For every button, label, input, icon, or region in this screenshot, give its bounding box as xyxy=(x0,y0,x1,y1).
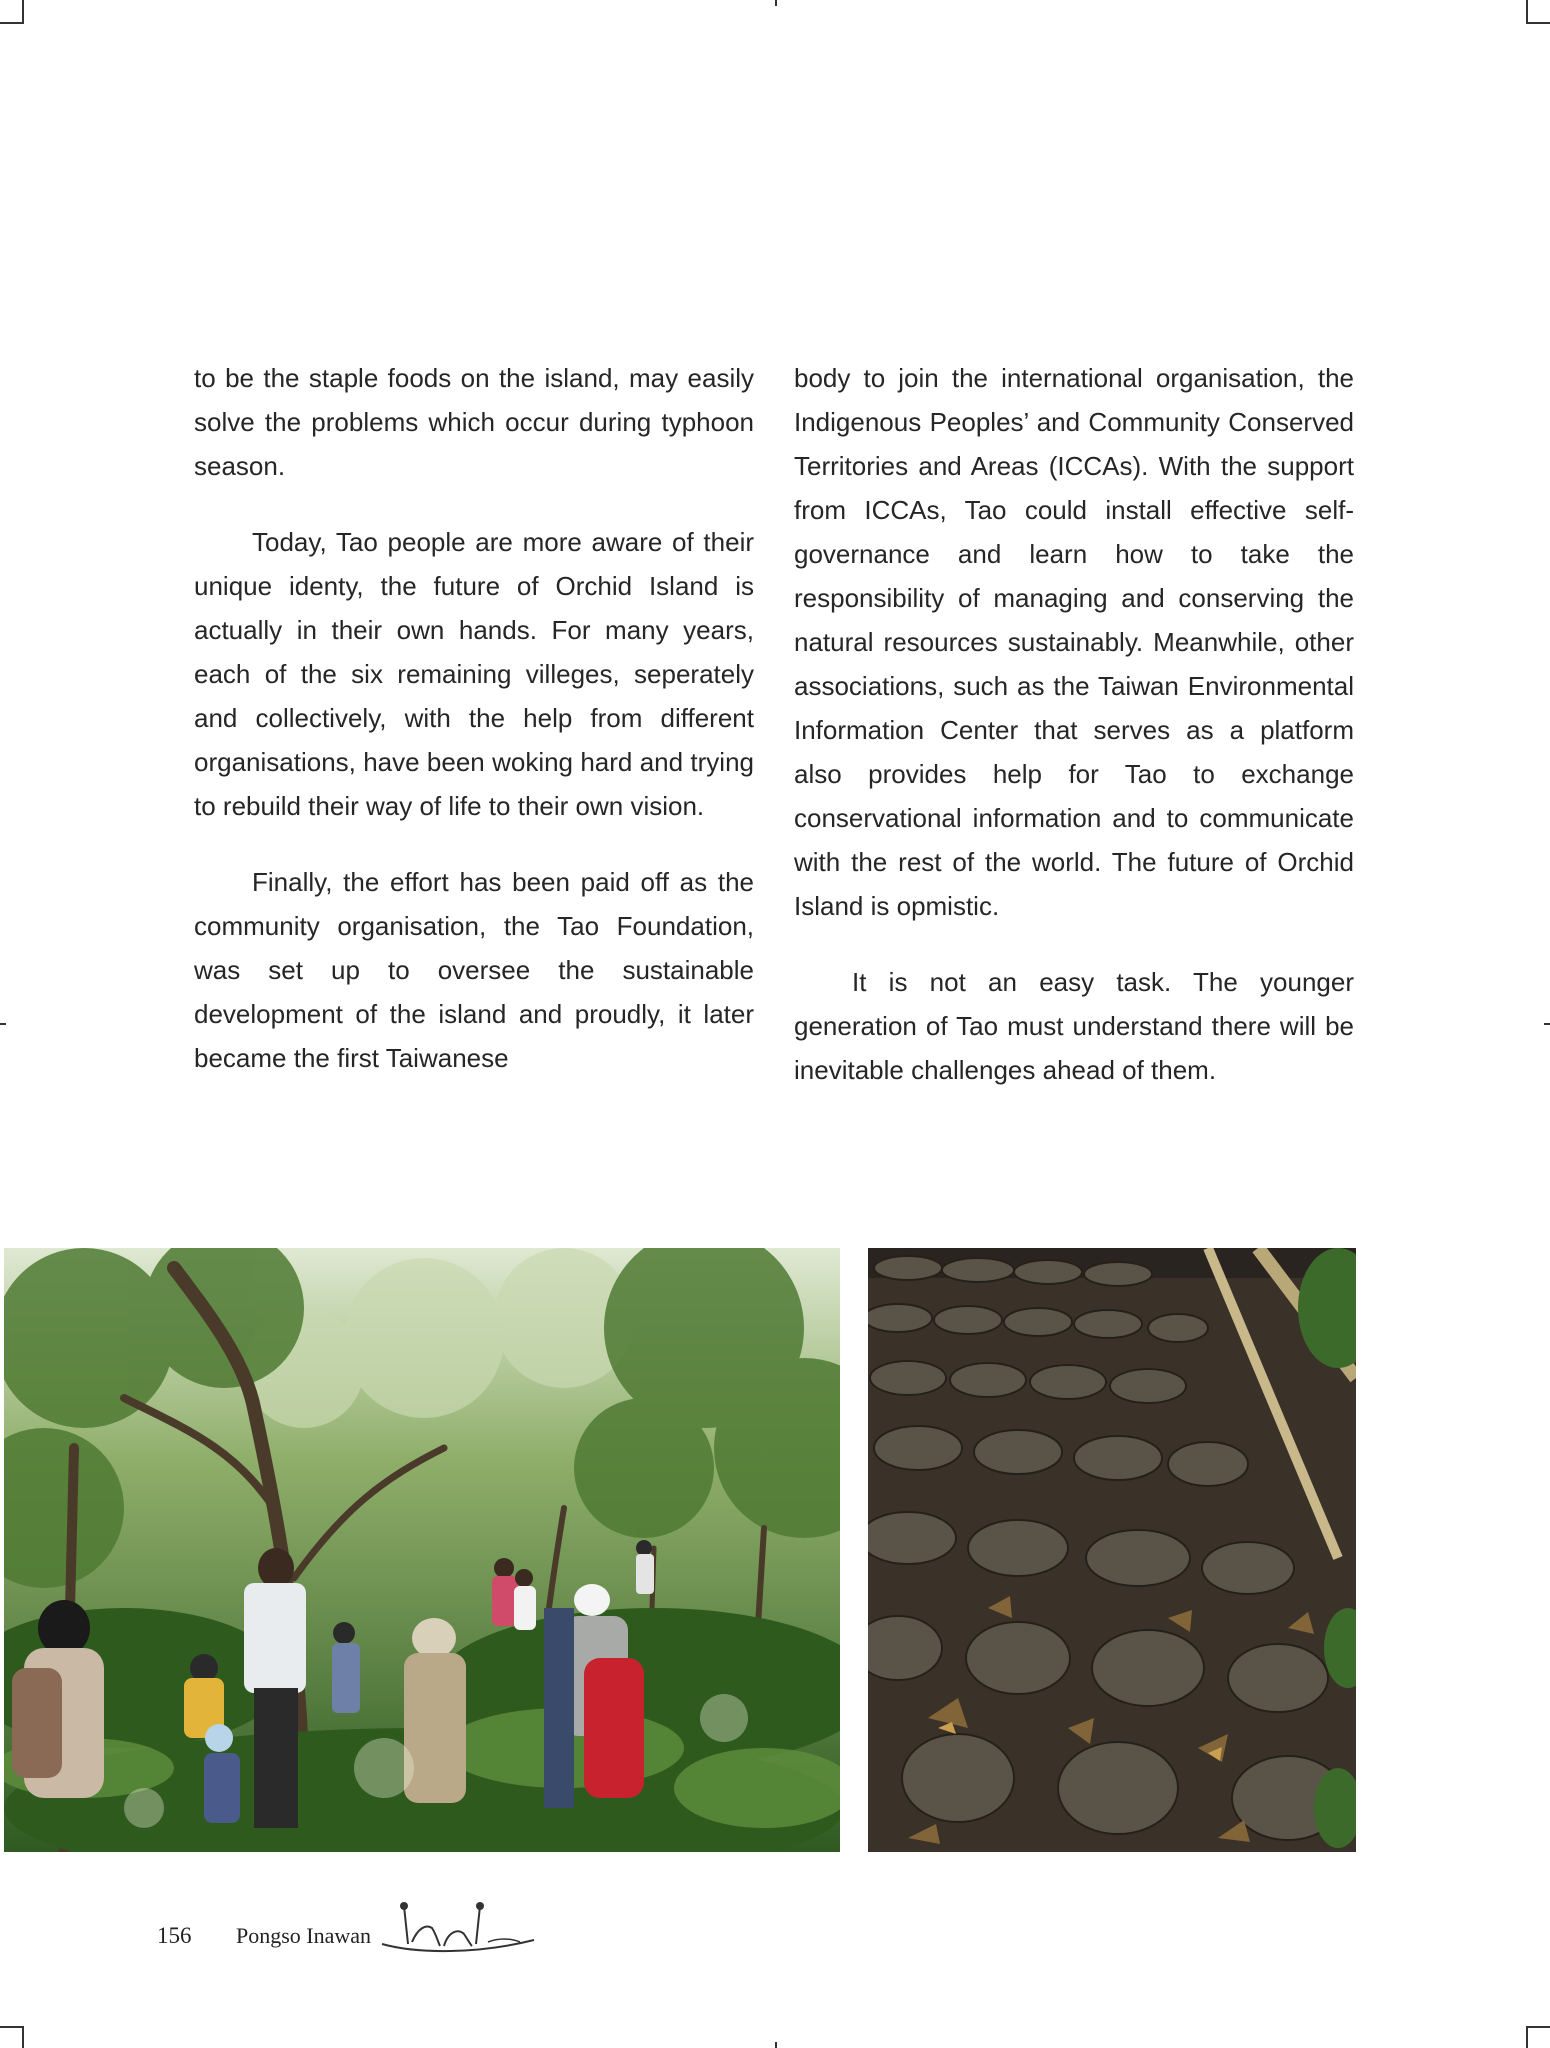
crop-mark-bl-h xyxy=(0,2026,24,2028)
crop-mark-top-center xyxy=(775,0,777,6)
canoe-logo-icon xyxy=(378,1898,538,1958)
crop-mark-bottom-center xyxy=(775,2042,777,2048)
crop-mark-right-middle xyxy=(1544,1023,1550,1025)
crop-mark-br-v xyxy=(1526,2026,1528,2048)
crop-mark-tr-v xyxy=(1526,0,1528,24)
left-paragraph-2: Today, Tao people are more aware of their unique identy, the future of Orchid Island is actually in their own hands. For many years, each of the six remaining villeges, seperately and collectively, with the help from different organisations, have been woking hard and trying to rebuild their way of life to their own vision. xyxy=(194,527,754,821)
forest-hike-photo xyxy=(4,1248,840,1852)
left-paragraph-3: Finally, the effort has been paid off as the community organisation, the Tao Foundation, was set up to oversee the sustainable development of the island and proudly, it later became the first Taiwanese xyxy=(194,867,754,1073)
crop-mark-left-middle xyxy=(0,1023,6,1025)
right-paragraph-2: It is not an easy task. The younger generation of Tao must understand there will be inevitable challenges ahead of them. xyxy=(794,967,1354,1085)
right-paragraph-1: body to join the international organisation, the Indigenous Peoples’ and Community Conserved Territories and Areas (ICCAs). With the support from ICCAs, Tao could install effective self-governance and learn how to take the responsibility of managing and conserving the natural resources sustainably. Meanwhile, other associations, such as the Taiwan Environmental Information Center that serves as a platform also provides help for Tao to exchange conservational information and to communicate with the rest of the world. The future of Orchid Island is opmistic. xyxy=(794,363,1354,921)
crop-mark-tl-v xyxy=(22,0,24,24)
crop-mark-tl-h xyxy=(0,22,24,24)
crop-mark-tr-h xyxy=(1526,22,1550,24)
book-title: Pongso Inawan xyxy=(236,1923,372,1948)
left-paragraph-1: to be the staple foods on the island, may easily solve the problems which occur during typhoon season. xyxy=(194,363,754,481)
crop-mark-bl-v xyxy=(22,2026,24,2048)
right-text-column xyxy=(794,356,1354,1124)
stone-path-photo xyxy=(868,1248,1356,1852)
page-number: 156 xyxy=(157,1923,192,1948)
left-text-column xyxy=(194,356,754,1112)
crop-mark-br-h xyxy=(1526,2026,1550,2028)
